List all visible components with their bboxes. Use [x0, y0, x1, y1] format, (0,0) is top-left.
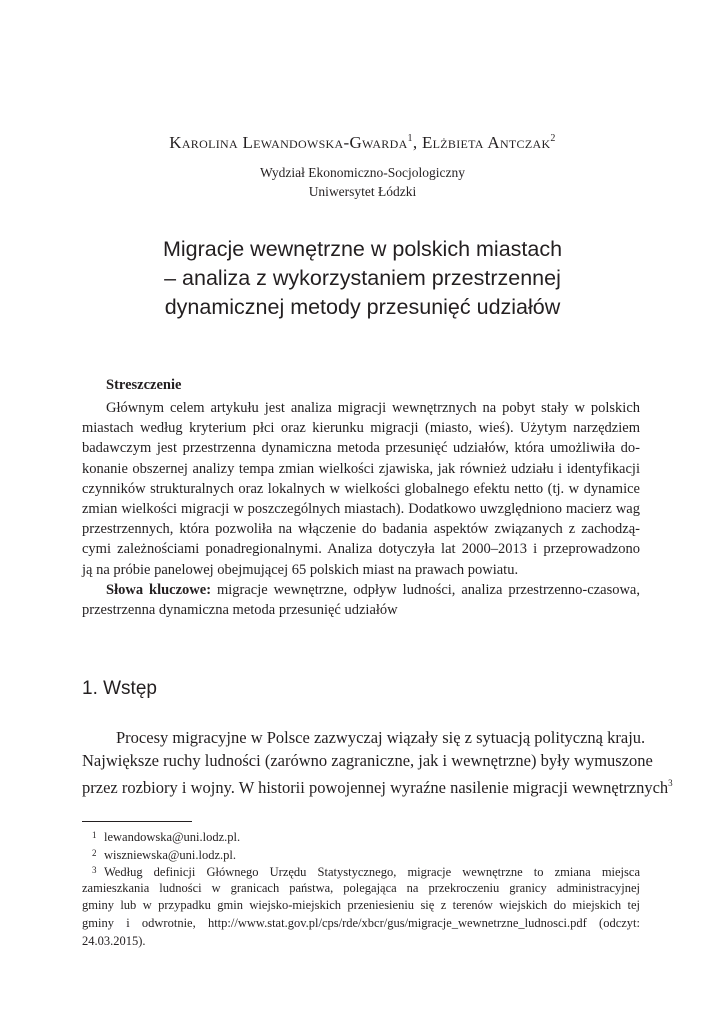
footnote-3	[82, 862, 640, 880]
abstract-line: miastach według kryterium płci oraz kierunku migracji (miasto, wieś). Użytym narzędziem	[82, 420, 640, 437]
footnote-line: zamieszkania ludności w granicach państwa, polegająca na przekroczeniu granicy administracyjnej	[82, 880, 640, 895]
footnote-url-line[interactable]: gminy i odwrotnie, http://www.stat.gov.pl/cps/rde/xbcr/gus/migracje_wewnetrzne_ludnosci.pdf (odczyt:	[82, 915, 640, 930]
title-line: dynamicznej metody przesunięć udziałów	[164, 295, 561, 319]
body-line-with-footnote	[82, 772, 673, 797]
author-2-name: Elżbieta Antczak	[421, 133, 551, 152]
footnote-number: 2	[92, 847, 97, 858]
footnote-email[interactable]: wiszniewska@uni.lodz.pl.	[104, 847, 236, 862]
paper-title	[0, 235, 725, 322]
abstract-line: cymi zależnościami ponadregionalnymi. Analiza dotyczyła lat 2000–2013 i przeprowadzono	[82, 541, 640, 558]
footnote-line: 24.03.2015).	[82, 933, 146, 948]
footnote-2	[82, 845, 640, 863]
footnote-line: gminy lub w przypadku gmin wiejsko-miejskich przeniesieniu się z terenów wiejskich do miejskich tej	[82, 898, 640, 913]
body-line: Procesy migracyjne w Polsce zazwyczaj wiązały się z sytuacją polityczną kraju.	[116, 728, 646, 747]
abstract-line: ją na próbie panelowej obejmującej 65 polskich miast na prawach powiatu.	[82, 561, 519, 578]
footnote-number: 1	[92, 830, 97, 840]
keywords-line	[82, 580, 640, 600]
footnote-1	[82, 827, 640, 845]
section-body	[82, 727, 673, 797]
footnote-3-mark[interactable]: 3	[668, 778, 673, 788]
abstract-line: przestrzennych, która pozwoliła na włączenie do badania aspektów związanych z zachodzą-	[82, 521, 640, 538]
title-line: Migracje wewnętrzne w polskich miastach	[162, 237, 563, 261]
footnote-email[interactable]: lewandowska@uni.lodz.pl.	[104, 830, 241, 844]
title-line: – analiza z wykorzystaniem przestrzennej	[164, 266, 561, 290]
keywords-line-2: przestrzenna dynamiczna metoda przesunięć udziałów	[82, 601, 398, 618]
keywords-label: Słowa kluczowe:	[106, 581, 212, 598]
body-line: Największe ruchy ludności (zarówno zagraniczne, jak i wewnętrzne) były wymuszone	[82, 750, 653, 770]
authors-line	[0, 133, 725, 153]
abstract-line: Głównym celem artykułu jest analiza migracji wewnętrznych na pobyt stały w polskich	[106, 400, 640, 416]
footnote-text: Według definicji Głównego Urzędu Statystycznego, migracje wewnętrzne to zmiana miejsca	[104, 865, 640, 880]
author-2-footnote-mark[interactable]: 2	[550, 133, 556, 144]
affiliation-university: Uniwersytet Łódzki	[308, 184, 417, 199]
abstract-body	[82, 398, 640, 620]
section-heading: 1. Wstęp	[82, 678, 157, 699]
abstract-line: czynników strukturalnych oraz lokalnych w wielkości globalnego efektu netto (tj. w dynamice	[82, 480, 640, 497]
abstract-line: zmian wielkości migracji w poszczególnych miastach). Dodatkowo uwzględniono macierz wag	[82, 500, 640, 517]
affiliation-faculty: Wydział Ekonomiczno-Socjologiczny	[259, 165, 465, 180]
abstract-line: badawczym jest przestrzenna dynamiczna metoda przesunięć udziałów, która umożliwiła do-	[82, 440, 640, 457]
abstract-line: konanie obszernej analizy tempa zmian wielkości zjawiska, jak również udziału i identyfikacji	[82, 460, 640, 477]
author-separator: ,	[412, 133, 422, 152]
author-1-name: Karolina Lewandowska-Gwarda	[169, 133, 408, 152]
footnotes	[82, 827, 640, 950]
footnote-number: 3	[92, 865, 97, 876]
keywords-text: migracje wewnętrzne, odpływ ludności, analiza przestrzenno-czasowa,	[211, 581, 640, 598]
author-1-footnote-mark[interactable]: 1	[407, 133, 413, 144]
abstract-heading: Streszczenie	[106, 377, 182, 393]
footnote-divider	[82, 821, 192, 822]
body-line: przez rozbiory i wojny. W historii powojennej wyraźne nasilenie migracji wewnętrznych	[82, 778, 669, 797]
